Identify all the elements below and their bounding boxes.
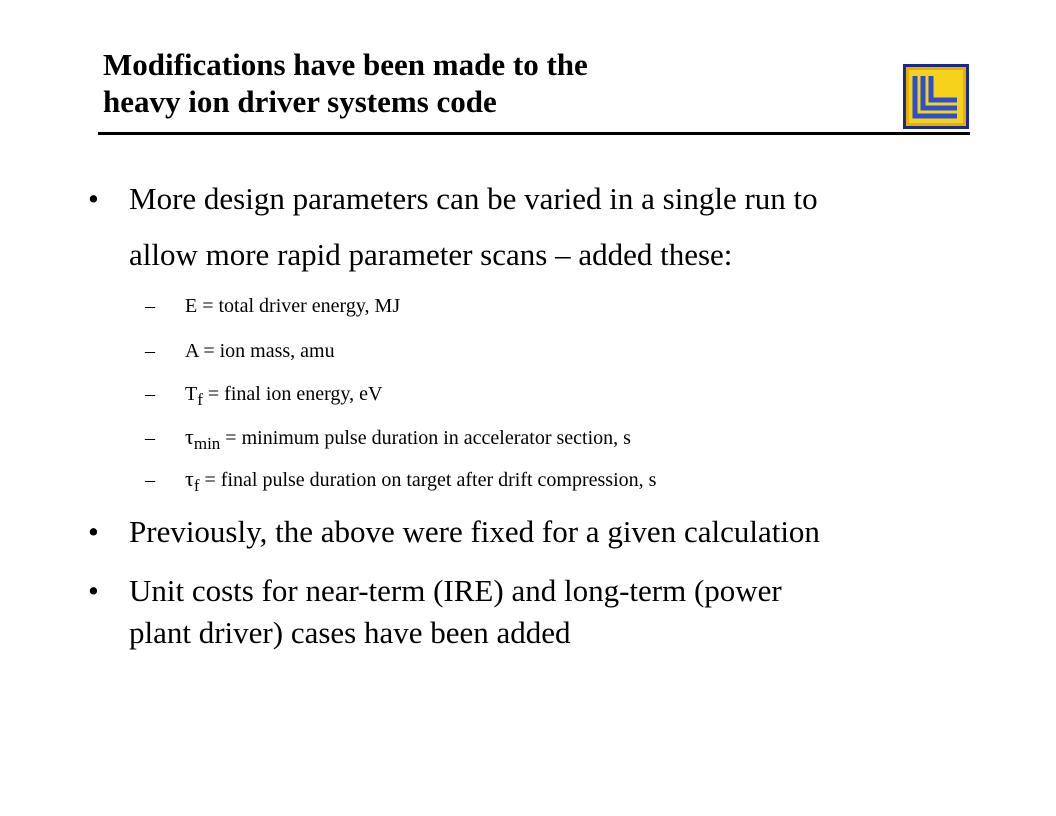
bullet-text-line-1: More design parameters can be varied in a single run to [129, 181, 818, 216]
bullet-text-line-2: allow more rapid parameter scans – added these: [129, 237, 733, 272]
llnl-logo-icon [903, 64, 969, 129]
slide-title-line-1: Modifications have been made to the [103, 47, 588, 82]
sub-bullet-text: E = total driver energy, MJ [185, 295, 401, 317]
sub-bullet-symbol: τ [185, 466, 194, 491]
bullet-text-line-2: plant driver) cases have been added [129, 615, 571, 650]
sub-bullet-energy [145, 294, 400, 318]
sub-bullet-dash: – [145, 295, 155, 317]
sub-bullet-dash: – [145, 469, 155, 491]
sub-bullet-text: = minimum pulse duration in accelerator section, s [220, 427, 631, 449]
slide-title [103, 46, 863, 120]
sub-bullet-symbol: T [185, 383, 198, 405]
sub-bullet-dash: – [145, 340, 155, 362]
sub-bullet-min-pulse [145, 424, 631, 453]
sub-bullet-subscript: f [193, 476, 200, 495]
sub-bullet-text: = final ion energy, eV [202, 383, 383, 405]
sub-bullet-subscript: f [197, 390, 203, 409]
sub-bullet-final-pulse [145, 466, 657, 495]
sub-bullet-ion-energy [145, 382, 383, 409]
sub-bullet-mass [145, 339, 335, 363]
sub-bullet-symbol: τ [185, 424, 194, 449]
bullet-marker: • [88, 573, 99, 608]
title-divider [98, 132, 970, 135]
sub-bullet-text: = final pulse duration on target after drift compression, s [199, 469, 657, 491]
sub-bullet-text: A = ion mass, amu [185, 340, 335, 362]
slide-title-line-2: heavy ion driver systems code [103, 84, 497, 119]
bullet-text-line-1: Unit costs for near-term (IRE) and long-term (power [129, 573, 782, 608]
sub-bullet-dash: – [145, 427, 155, 449]
bullet-marker: • [88, 181, 99, 216]
bullet-marker: • [88, 514, 99, 549]
sub-bullet-dash: – [145, 383, 155, 405]
sub-bullet-subscript: min [193, 434, 221, 453]
bullet-text: Previously, the above were fixed for a given calculation [129, 514, 820, 549]
